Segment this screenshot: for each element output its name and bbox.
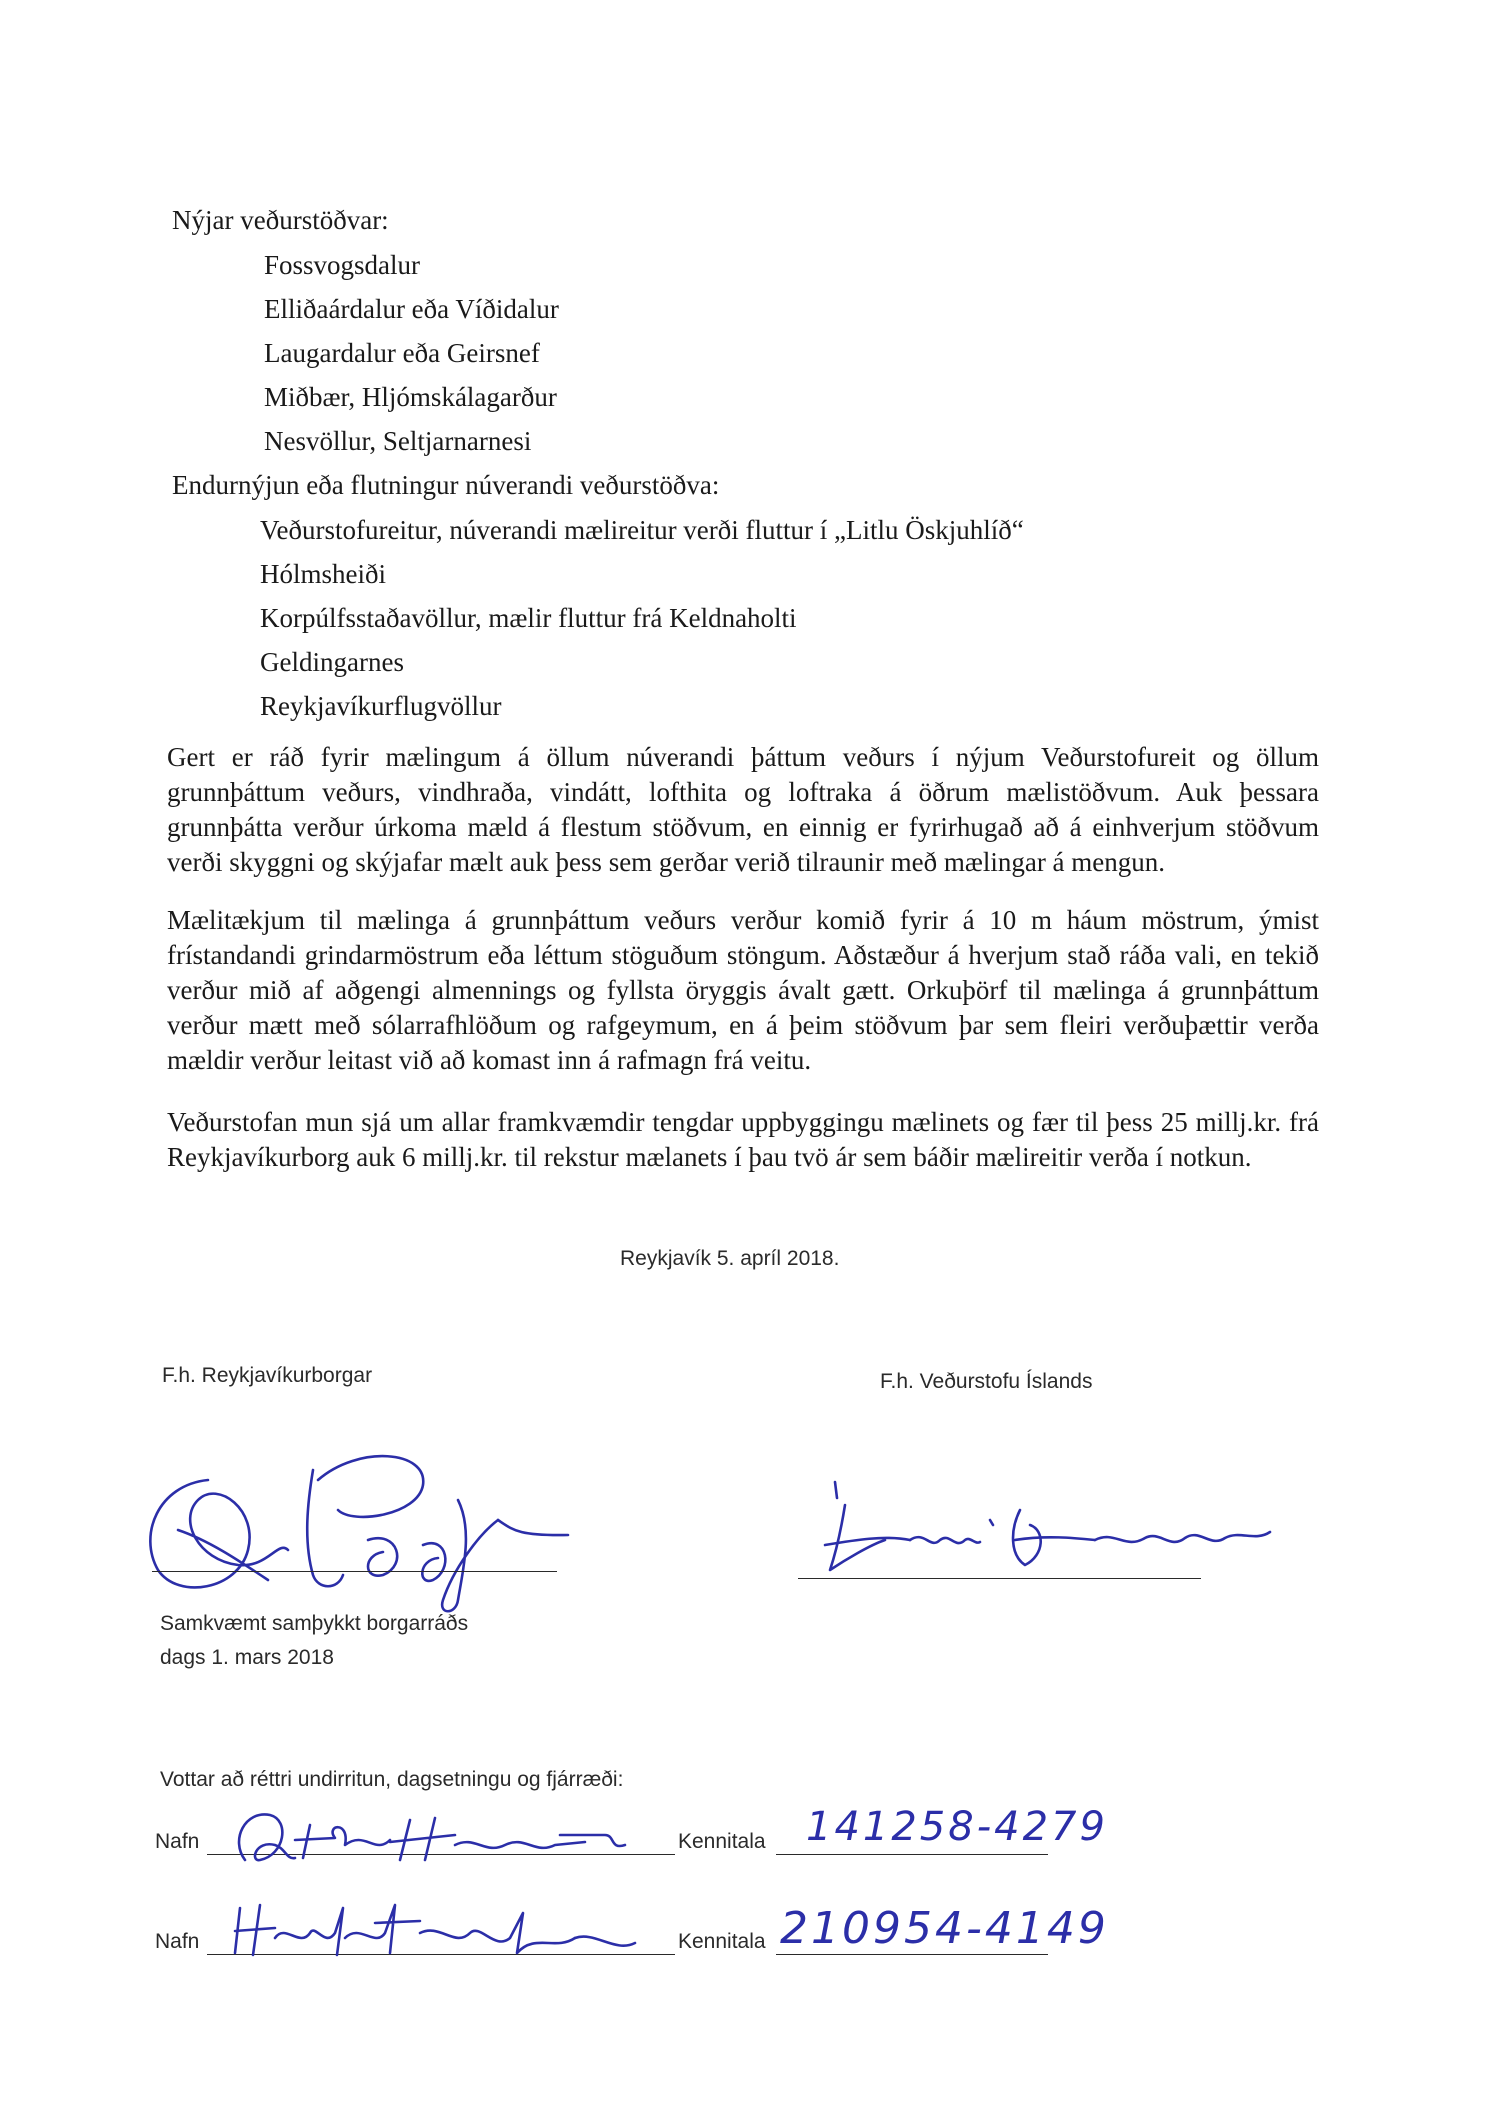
paragraph-equipment: Mælitækjum til mælinga á grunnþáttum veðurs verður komið fyrir á 10 m háum möstrum, ýmist frístandandi grindarmöstrum eða léttum stöguðum stöngum. Aðstæður á hverjum stað ráða vali, en tekið verður mið af aðgengi almennings og fyllsta öryggis ávalt gætt. Orkuþörf til mælinga á grunnþáttum verður mætt með sólarrafhlöðum og rafgeymum, en á þeim stöðvum þar sem fleiri verðuþættir verða mældir verður leitast við að komast inn á rafmagn frá veitu.	[167, 905, 1319, 1075]
signature-line-right	[798, 1578, 1201, 1579]
witness-kennitala-2: 210954-4149	[780, 1903, 1109, 1954]
list-item: Laugardalur eða Geirsnef	[264, 338, 540, 368]
signature-line-left	[152, 1571, 557, 1572]
witness-id-label: Kennitala	[678, 1930, 766, 1953]
signatory-left-label: F.h. Reykjavíkurborgar	[162, 1364, 373, 1387]
new-stations-heading: Nýjar veðurstöðvar:	[172, 205, 389, 235]
signatory-right-label: F.h. Veðurstofu Íslands	[880, 1370, 1093, 1393]
list-item: Veðurstofureitur, núverandi mælireitur verði fluttur í „Litlu Öskjuhlíð“	[260, 515, 1024, 545]
witness-name-label: Nafn	[155, 1930, 200, 1953]
witness-id-line	[776, 1954, 1048, 1955]
list-item: Korpúlfsstaðavöllur, mælir fluttur frá Keldnaholti	[260, 603, 797, 633]
approval-line-1: Samkvæmt samþykkt borgarráðs	[160, 1612, 469, 1635]
paragraph-measurements: Gert er ráð fyrir mælingum á öllum núverandi þáttum veðurs í nýjum Veðurstofureit og öllum grunnþáttum veðurs, vindhraða, vindátt, lofthita og loftraka á öðrum mælistöðvum. Auk þessara grunnþátta verður úrkoma mæld á flestum stöðvum, en einnig er fyrirhugað að á einhverjum stöðvum verði skyggni og skýjafar mælt auk þess sem gerðar verið tilraunir með mælingar á mengun.	[167, 742, 1319, 877]
witness-signature-1	[225, 1800, 645, 1870]
witness-kennitala-1: 141258-4279	[806, 1804, 1108, 1850]
list-item: Miðbær, Hljómskálagarður	[264, 382, 557, 412]
witness-heading: Vottar að réttri undirritun, dagsetningu og fjárræði:	[160, 1768, 624, 1791]
list-item: Reykjavíkurflugvöllur	[260, 691, 502, 721]
signature-left-scribble	[138, 1440, 578, 1620]
list-item: Elliðaárdalur eða Víðidalur	[264, 294, 559, 324]
signature-right-scribble	[815, 1470, 1285, 1580]
witness-id-line	[776, 1854, 1048, 1855]
paragraph-funding: Veðurstofan mun sjá um allar framkvæmdir tengdar uppbyggingu mælinets og fær til þess 25 millj.kr. frá Reykjavíkurborg auk 6 millj.kr. til rekstur mælanets í þau tvö ár sem báðir mælireitir verða í notkun.	[167, 1107, 1319, 1172]
renewed-stations-heading: Endurnýjun eða flutningur núverandi veðurstöðva:	[172, 470, 720, 500]
list-item: Nesvöllur, Seltjarnarnesi	[264, 426, 532, 456]
approval-line-2: dags 1. mars 2018	[160, 1646, 334, 1669]
date-line: Reykjavík 5. apríl 2018.	[620, 1247, 840, 1270]
witness-name-label: Nafn	[155, 1830, 200, 1853]
witness-id-label: Kennitala	[678, 1830, 766, 1853]
list-item: Fossvogsdalur	[264, 250, 421, 280]
list-item: Hólmsheiði	[260, 559, 386, 589]
witness-signature-2	[225, 1893, 645, 1968]
list-item: Geldingarnes	[260, 647, 404, 677]
